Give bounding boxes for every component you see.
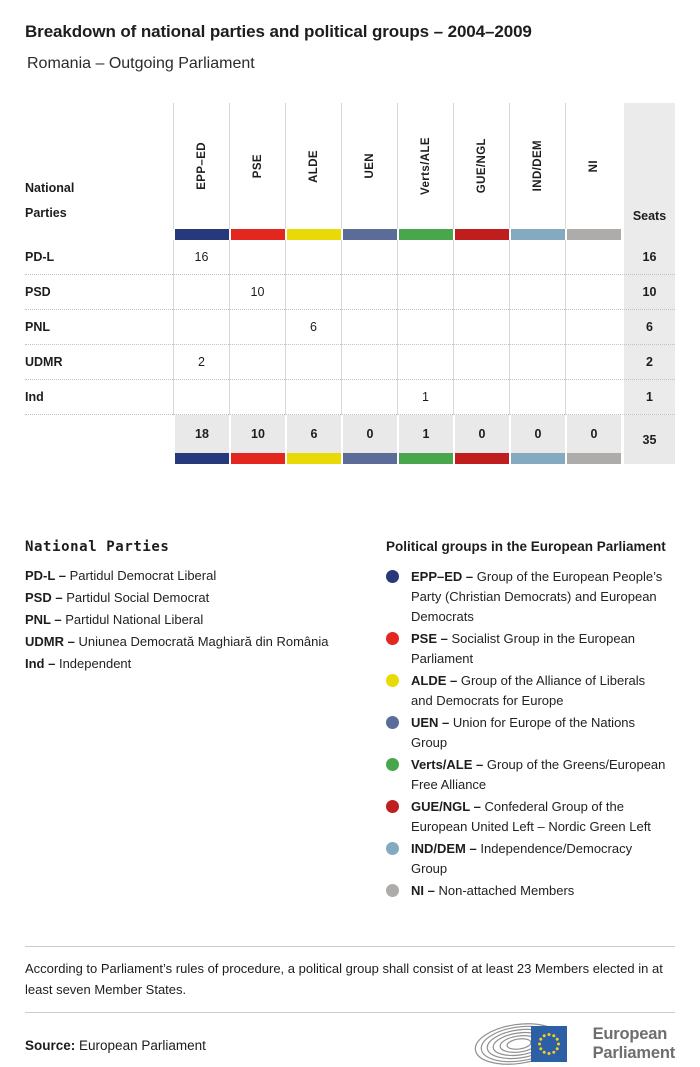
bottom-bar-spacer [25,453,173,464]
color-bar-pse [229,229,285,240]
total-uen: 0 [341,415,397,453]
cell-ind-verts-ale: 1 [397,380,453,415]
cell-pnl-alde: 6 [285,310,341,345]
cell-psd-epp-ed [173,275,229,310]
cell-psd-pse: 10 [229,275,285,310]
cell-pd-l-verts-ale [397,240,453,275]
cell-pnl-epp-ed [173,310,229,345]
cell-udmr-uen [341,345,397,380]
color-bar-spacer [25,229,173,240]
cell-ind-ind-dem [509,380,565,415]
cell-ind-uen [341,380,397,415]
cell-psd-gue-ngl [453,275,509,310]
bottom-bar-verts-ale [397,453,453,464]
totals-row-spacer [25,415,173,453]
color-bar-alde [285,229,341,240]
cell-psd-seats: 10 [621,275,675,310]
footnote-text: According to Parliament’s rules of procedure, a political group shall consist of at least 23 Members elected in at least seven Member States. [25,961,663,997]
ni-color-dot-icon [386,884,399,897]
cell-ind-epp-ed [173,380,229,415]
total-alde: 6 [285,415,341,453]
column-header-alde: ALDE [285,103,341,229]
cell-pnl-seats: 6 [621,310,675,345]
cell-psd-verts-ale [397,275,453,310]
seats-column-fill [621,229,675,240]
bottom-bar-alde [285,453,341,464]
epp-ed-color-dot-icon [386,570,399,583]
row-label-ind: Ind [25,380,173,415]
verts-ale-color-dot-icon [386,758,399,771]
national-parties-legend-heading: National Parties [25,539,170,555]
cell-ind-ni [565,380,621,415]
gue-ngl-color-dot-icon [386,800,399,813]
political-groups-legend [386,539,675,903]
cell-psd-ind-dem [509,275,565,310]
cell-pd-l-alde [285,240,341,275]
footnote-divider-bottom [25,1012,675,1013]
cell-pnl-ni [565,310,621,345]
legend-item-psd: PSD – Partidul Social Democrat [25,590,210,605]
row-label-pd-l: PD-L [25,240,173,275]
cell-udmr-pse [229,345,285,380]
cell-pnl-uen [341,310,397,345]
color-bar-ind-dem [509,229,565,240]
cell-udmr-ind-dem [509,345,565,380]
column-header-ind-dem: IND/DEM [509,103,565,229]
color-bar-verts-ale [397,229,453,240]
cell-ind-gue-ngl [453,380,509,415]
column-header-pse: PSE [229,103,285,229]
cell-ind-alde [285,380,341,415]
cell-pd-l-ind-dem [509,240,565,275]
total-verts-ale: 1 [397,415,453,453]
european-parliament-logo [473,1021,675,1067]
total-epp-ed: 18 [173,415,229,453]
cell-psd-alde [285,275,341,310]
row-label-pnl: PNL [25,310,173,345]
bottom-bar-ni [565,453,621,464]
alde-color-dot-icon [386,674,399,687]
source-line [25,1038,206,1053]
national-parties-legend [25,539,386,903]
cell-pd-l-gue-ngl [453,240,509,275]
total-ind-dem: 0 [509,415,565,453]
cell-pnl-pse [229,310,285,345]
political-groups-legend-heading: Political groups in the European Parliament [386,539,666,554]
national-parties-label-line1: National [25,181,75,195]
footer [25,1021,675,1067]
bottom-bar-uen [341,453,397,464]
cell-ind-seats: 1 [621,380,675,415]
uen-color-dot-icon [386,716,399,729]
parties-groups-table [25,103,675,464]
national-parties-label-line2: Parties [25,206,67,220]
column-header-uen: UEN [341,103,397,229]
legend-item-ind-dem: IND/DEM – Independence/Democracy Group [386,839,675,879]
cell-udmr-ni [565,345,621,380]
pse-color-dot-icon [386,632,399,645]
legend-item-pse: PSE – Socialist Group in the European Parliament [386,629,675,669]
total-seats: 35 [621,415,675,464]
total-pse: 10 [229,415,285,453]
hemicycle-eu-flag-icon [473,1021,585,1067]
cell-udmr-seats: 2 [621,345,675,380]
color-bar-gue-ngl [453,229,509,240]
legend-item-alde: ALDE – Group of the Alliance of Liberals and Democrats for Europe [386,671,675,711]
bottom-bar-ind-dem [509,453,565,464]
row-label-psd: PSD [25,275,173,310]
bottom-bar-gue-ngl [453,453,509,464]
cell-pd-l-pse [229,240,285,275]
cell-pnl-ind-dem [509,310,565,345]
cell-pnl-verts-ale [397,310,453,345]
cell-udmr-gue-ngl [453,345,509,380]
legend-item-epp-ed: EPP–ED – Group of the European People’s Party (Christian Democrats) and European Democrats [386,567,675,627]
source-label: Source: [25,1038,76,1053]
column-header-epp-ed: EPP–ED [173,103,229,229]
legend-section [25,539,675,903]
cell-ind-pse [229,380,285,415]
cell-pd-l-seats: 16 [621,240,675,275]
total-gue-ngl: 0 [453,415,509,453]
legend-item-ind: Ind – Independent [25,656,132,671]
cell-udmr-verts-ale [397,345,453,380]
page-subtitle: Romania – Outgoing Parliament [27,55,255,72]
cell-psd-uen [341,275,397,310]
color-bar-ni [565,229,621,240]
cell-pd-l-ni [565,240,621,275]
legend-item-gue-ngl: GUE/NGL – Confederal Group of the European United Left – Nordic Green Left [386,797,675,837]
column-header-gue-ngl: GUE/NGL [453,103,509,229]
legend-item-uen: UEN – Union for Europe of the Nations Group [386,713,675,753]
cell-psd-ni [565,275,621,310]
row-label-udmr: UDMR [25,345,173,380]
column-header-seats: Seats [621,103,675,229]
legend-item-pd-l: PD-L – Partidul Democrat Liberal [25,568,217,583]
cell-pd-l-epp-ed: 16 [173,240,229,275]
national-parties-column-header [25,103,173,229]
cell-pnl-gue-ngl [453,310,509,345]
logo-wordmark: European Parliament [592,1025,675,1062]
total-ni: 0 [565,415,621,453]
legend-item-pnl: PNL – Partidul National Liberal [25,612,204,627]
page-title: Breakdown of national parties and political groups – 2004–2009 [25,22,532,41]
legend-item-udmr: UDMR – Uniunea Democrată Maghiară din România [25,634,329,649]
column-header-ni: NI [565,103,621,229]
source-value: European Parliament [79,1038,206,1053]
column-header-verts-ale: Verts/ALE [397,103,453,229]
ind-dem-color-dot-icon [386,842,399,855]
legend-item-ni: NI – Non-attached Members [386,881,675,901]
bottom-bar-pse [229,453,285,464]
cell-udmr-alde [285,345,341,380]
legend-item-verts-ale: Verts/ALE – Group of the Greens/European Free Alliance [386,755,675,795]
cell-pd-l-uen [341,240,397,275]
cell-udmr-epp-ed: 2 [173,345,229,380]
bottom-bar-epp-ed [173,453,229,464]
color-bar-uen [341,229,397,240]
color-bar-epp-ed [173,229,229,240]
